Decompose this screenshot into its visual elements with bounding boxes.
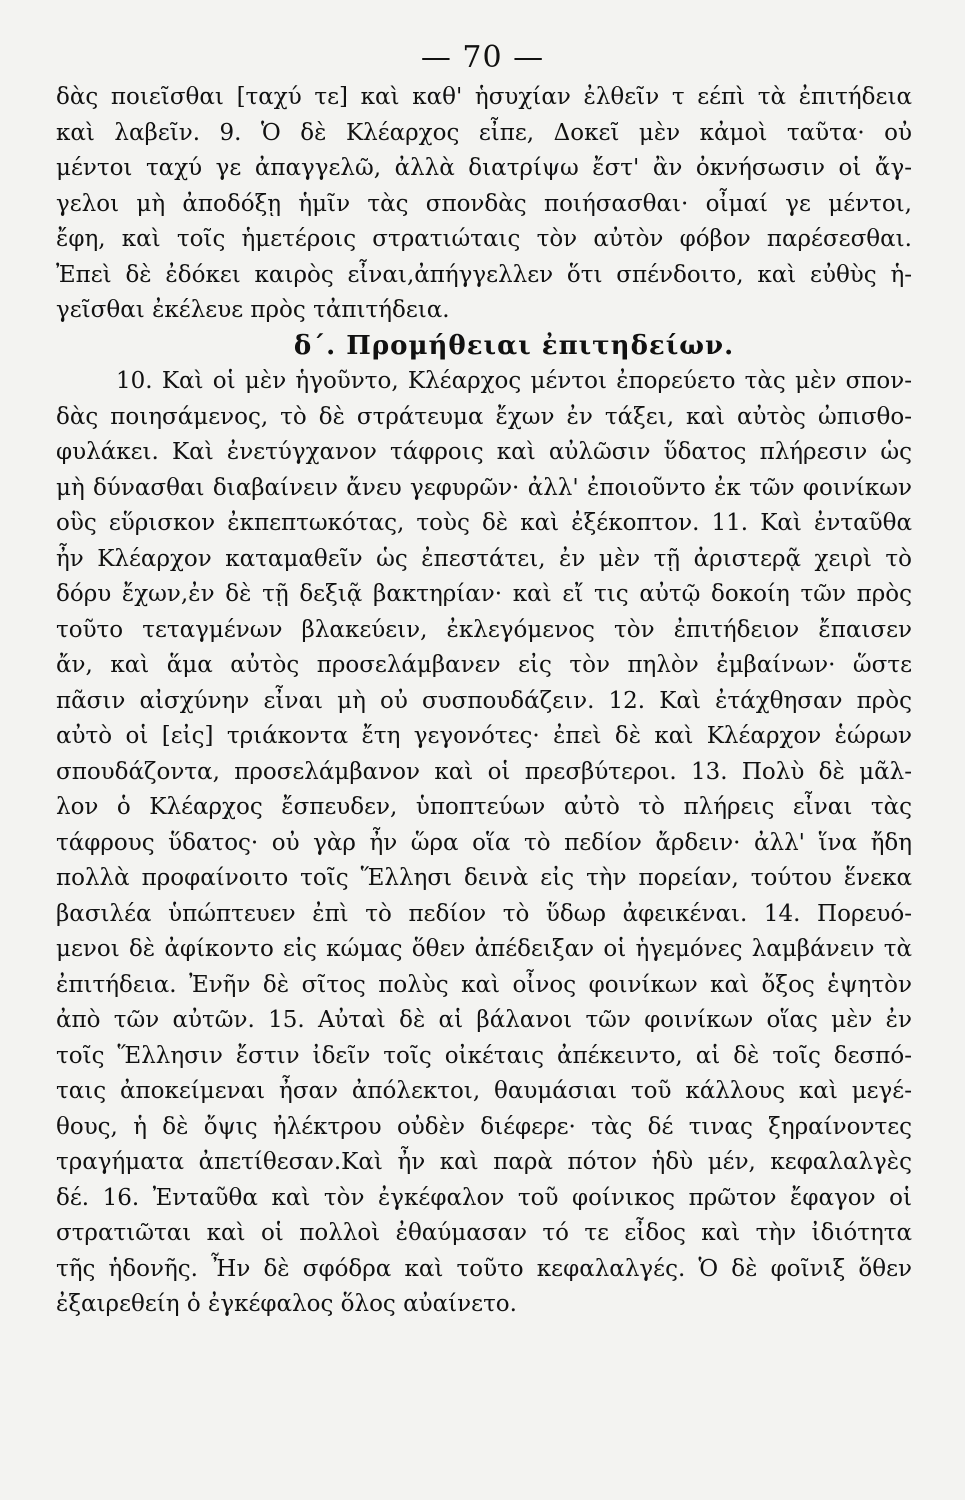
text-line: ἔφη, καὶ τοῖς ἡμετέροις στρατιώταις τὸν αὐτὸν φόβον παρέσεσθαι. — [56, 226, 912, 252]
text-line: φυλάκει. Καὶ ἐνετύγχανον τάφροις καὶ αὐλῶσιν ὕδατος πλήρεσιν ὡς — [56, 439, 912, 465]
text-line: γεῖσθαι ἐκέλευε πρὸς τἀπιτήδεια. — [56, 297, 450, 323]
text-line: βασιλέα ὑπώπτευεν ἐπὶ τὸ πεδίον τὸ ὕδωρ ἀφεικέναι. 14. Πορευό- — [56, 900, 912, 927]
text-line: τῆς ἡδονῆς. Ἦν δὲ σφόδρα καὶ τοῦτο κεφαλαλγές. Ὁ δὲ φοῖνιξ ὅθεν — [56, 1255, 912, 1282]
text-line: μενοι δὲ ἀφίκοντο εἰς κώμας ὅθεν ἀπέδειξαν οἱ ἡγεμόνες λαμβάνειν τὰ — [56, 936, 912, 962]
page-number: — 70 — — [420, 40, 545, 75]
text-line: λον ὁ Κλέαρχος ἔσπευδεν, ὑποπτεύων αὐτὸ τὸ πλήρεις εἶναι τὰς — [56, 794, 912, 820]
text-line: καὶ λαβεῖν. 9. Ὁ δὲ Κλέαρχος εἶπε, Δοκεῖ μὲν κἀμοὶ ταῦτα· οὐ — [56, 119, 912, 146]
text-line: γελοι μὴ ἀποδόξῃ ἡμῖν τὰς σπονδὰς ποιήσασθαι· οἶμαί γε μέντοι, — [56, 190, 912, 217]
text-line: μέντοι ταχύ γε ἀπαγγελῶ, ἀλλὰ διατρίψω ἔστ' ἂν ὀκνήσωσιν οἱ ἄγ- — [56, 155, 912, 181]
text-line: ταις ἀποκείμεναι ἦσαν ἀπόλεκτοι, θαυμάσιαι τοῦ κάλλους καὶ μεγέ- — [56, 1078, 912, 1104]
body-text — [56, 80, 912, 1323]
text-line: τοῖς Ἕλλησιν ἔστιν ἰδεῖν τοῖς οἰκέταις ἀπέκειντο, αἱ δὲ τοῖς δεσπό- — [56, 1042, 912, 1069]
text-line: πολλὰ προφαίνοιτο τοῖς Ἕλλησι δεινὰ εἰς τὴν πορείαν, τούτου ἕνεκα — [56, 865, 912, 891]
text-line: δὰς ποιησάμενος, τὸ δὲ στράτευμα ἔχων ἐν τάξει, καὶ αὐτὸς ὠπισθο- — [56, 403, 912, 430]
text-line: δόρυ ἔχων,ἐν δὲ τῇ δεξιᾷ βακτηρίαν· καὶ εἴ τις αὐτῷ δοκοίη τῶν πρὸς — [56, 581, 912, 607]
text-line: ἦν Κλέαρχον καταμαθεῖν ὡς ἐπεστάτει, ἐν μὲν τῇ ἀριστερᾷ χειρὶ τὸ — [56, 545, 912, 572]
text-line: δὰς ποιεῖσθαι [ταχύ τε] καὶ καθ' ἡσυχίαν ἐλθεῖν τ εέπὶ τὰ ἐπιτήδεια — [56, 84, 912, 110]
text-line: θους, ἡ δὲ ὄψις ἠλέκτρου οὐδὲν διέφερε· τὰς δέ τινας ξηραίνοντες — [56, 1113, 912, 1140]
text-line: πᾶσιν αἰσχύνην εἶναι μὴ οὐ συσπουδάζειν. 12. Καὶ ἐτάχθησαν πρὸς — [56, 687, 912, 714]
text-line: τοῦτο τεταγμένων βλακεύειν, ἐκλεγόμενος τὸν ἐπιτήδειον ἔπαισεν — [56, 616, 912, 643]
text-line: μὴ δύνασθαι διαβαίνειν ἄνευ γεφυρῶν· ἀλλ' ἐποιοῦντο ἐκ τῶν φοινίκων — [56, 474, 912, 501]
text-line: τραγήματα ἀπετίθεσαν.Καὶ ἦν καὶ παρὰ πότον ἡδὺ μέν, κεφαλαλγὲς — [56, 1149, 912, 1175]
text-line: στρατιῶται καὶ οἱ πολλοὶ ἐθαύμασαν τό τε εἶδος καὶ τὴν ἰδιότητα — [56, 1220, 912, 1246]
text-line: αὐτὸ οἱ [εἰς] τριάκοντα ἔτη γεγονότες· ἐπεὶ δὲ καὶ Κλέαρχον ἑώρων — [56, 723, 912, 749]
text-line: 10. Καὶ οἱ μὲν ἡγοῦντο, Κλέαρχος μέντοι ἐπορεύετο τὰς μὲν σπον- — [116, 368, 912, 394]
text-line: οὓς εὕρισκον ἐκπεπτωκότας, τοὺς δὲ καὶ ἐξέκοπτον. 11. Καὶ ἐνταῦθα — [56, 510, 912, 536]
text-line: ἄν, καὶ ἅμα αὐτὸς προσελάμβανεν εἰς τὸν πηλὸν ἐμβαίνων· ὥστε — [56, 652, 912, 678]
text-line: ἐπιτήδεια. Ἐνῆν δὲ σῖτος πολὺς καὶ οἶνος φοινίκων καὶ ὄξος ἑψητὸν — [56, 971, 912, 998]
text-line: δέ. 16. Ἐνταῦθα καὶ τὸν ἐγκέφαλον τοῦ φοίνικος πρῶτον ἔφαγον οἱ — [56, 1184, 912, 1211]
text-line: σπουδάζοντα, προσελάμβανον καὶ οἱ πρεσβύτεροι. 13. Πολὺ δὲ μᾶλ- — [56, 758, 912, 785]
text-line: ἀπὸ τῶν αὐτῶν. 15. Αὐταὶ δὲ αἱ βάλανοι τῶν φοινίκων οἵας μὲν ἐν — [56, 1007, 912, 1033]
text-line: ἐξαιρεθείη ὁ ἐγκέφαλος ὅλος αὐαίνετο. — [56, 1291, 517, 1317]
text-line: Ἐπεὶ δὲ ἐδόκει καιρὸς εἶναι,ἀπήγγελλεν ὅτι σπένδοιτο, καὶ εὐθὺς ἡ- — [56, 261, 912, 288]
text-line: τάφρους ὕδατος· οὐ γὰρ ἦν ὥρα οἵα τὸ πεδίον ἄρδειν· ἀλλ' ἵνα ἤδη — [56, 829, 912, 856]
section-heading: δ΄. Προμήθειαι ἐπιτηδείων. — [293, 330, 735, 361]
